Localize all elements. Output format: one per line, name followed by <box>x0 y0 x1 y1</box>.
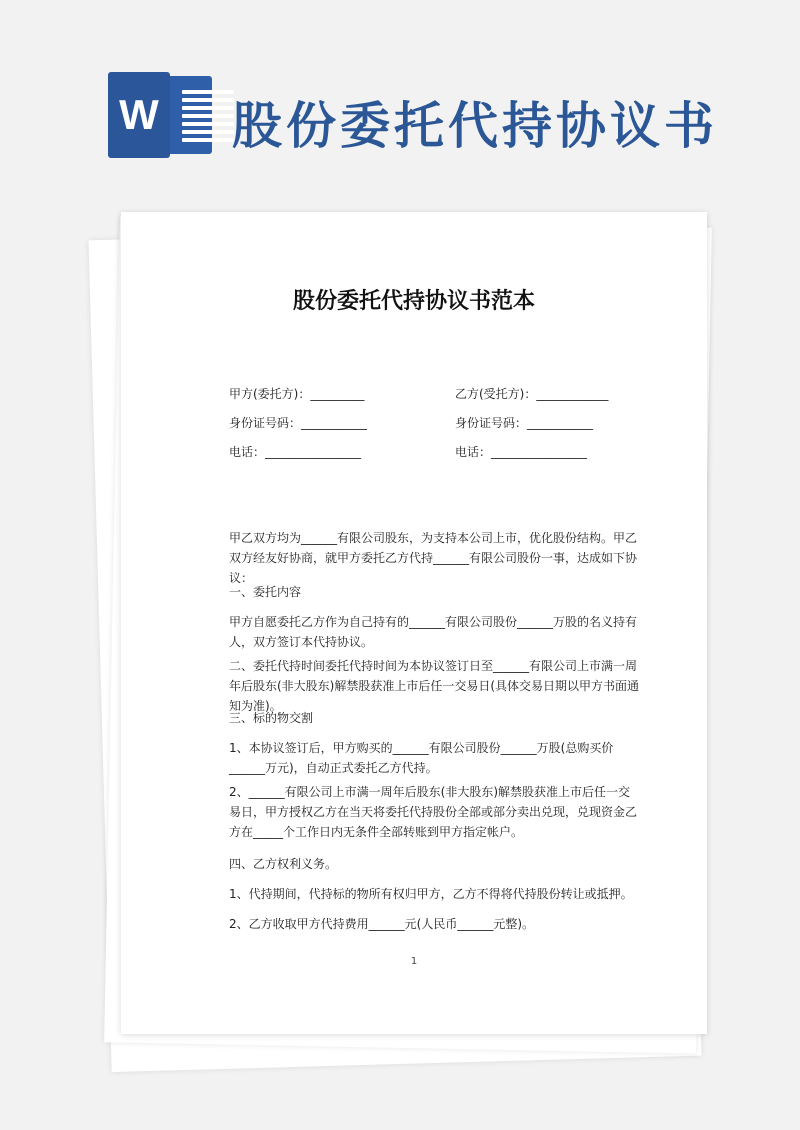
section-heading-3: 三、标的物交割 <box>229 711 314 725</box>
party-a-label: 甲方(委托方)：_________ <box>229 387 365 401</box>
word-logo-icon <box>108 72 212 158</box>
party-b-id: 身份证号码：___________ <box>455 416 594 430</box>
party-b-label: 乙方(受托方)：____________ <box>455 387 609 401</box>
paragraph-intro: 甲乙双方均为______有限公司股东，为支持本公司上市，优化股份结构。甲乙双方经友好协商，就甲方委托乙方代持______有限公司股份一事，达成如下协议： <box>229 531 638 585</box>
paragraph-3-2: 2、______有限公司上市满一周年后股东(非大股东)解禁股获准上市后任一交易日，甲方授权乙方在当天将委托代持股份全部或部分卖出兑现，兑现资金乙方在_____个工作日内无条件全部转账到甲方指定帐户。 <box>229 785 638 839</box>
banner <box>0 0 800 190</box>
banner-title: 股份委托代持协议书 <box>232 97 718 155</box>
party-a-id: 身份证号码：___________ <box>229 416 368 430</box>
paragraph-4-2: 2、乙方收取甲方代持费用______元(人民币______元整)。 <box>229 917 534 931</box>
page-number: 1 <box>410 956 418 967</box>
document-title: 股份委托代持协议书范本 <box>292 289 535 314</box>
paragraph-4-1: 1、代持期间，代持标的物所有权归甲方，乙方不得将代持股份转让或抵押。 <box>229 887 633 901</box>
section-heading-4: 四、乙方权利义务。 <box>229 857 338 871</box>
word-logo-lines <box>182 90 234 146</box>
party-a-phone: 电话：________________ <box>229 445 362 459</box>
section-heading-1: 一、委托内容 <box>229 585 302 599</box>
word-logo-letter: W <box>108 72 170 158</box>
party-b-phone: 电话：________________ <box>455 445 588 459</box>
paragraph-2: 二、委托代持时间委托代持时间为本协议签订日至______有限公司上市满一周年后股东(非大股东)解禁股获准上市后任一交易日(具体交易日期以甲方书面通知为准)。 <box>229 659 640 713</box>
paragraph-3-1: 1、本协议签订后，甲方购买的______有限公司股份______万股(总购买价______万元)，自动正式委托乙方代持。 <box>229 741 614 775</box>
document-page <box>121 212 707 1034</box>
paragraph-1: 甲方自愿委托乙方作为自己持有的______有限公司股份______万股的名义持有人，双方签订本代持协议。 <box>229 615 638 649</box>
